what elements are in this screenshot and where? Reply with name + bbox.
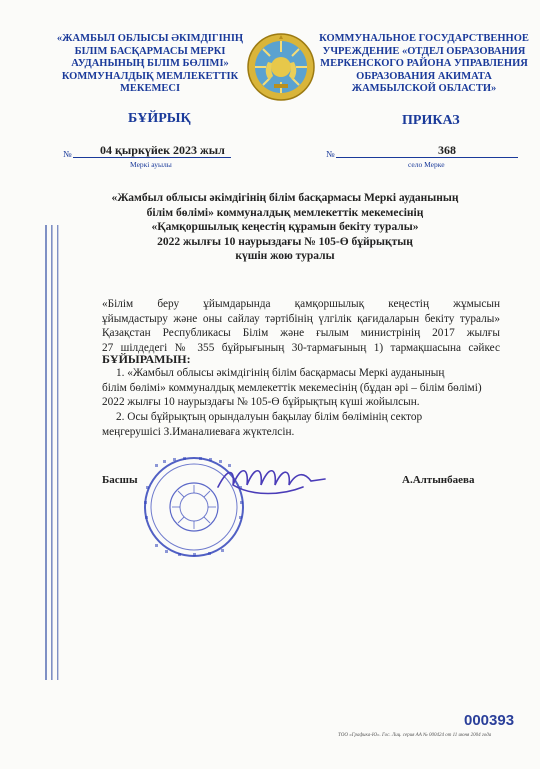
- preamble-paragraph: [102, 297, 500, 355]
- doc-title-line: «Қамқоршылық кеңестің құрамын бекіту туралы»: [151, 221, 419, 234]
- order-item-1: [102, 366, 500, 410]
- doc-title-line: білім бөлімі» коммуналдық мемлекеттік мекемесінің: [146, 206, 424, 219]
- item-line: 2. Осы бұйрықтың орындалуын бақылау білім бөлімінің сектор: [116, 411, 423, 423]
- number-underline: [336, 157, 518, 158]
- state-emblem-icon: [246, 32, 316, 102]
- doc-title-line: 2022 жылғы 10 наурыздағы № 105-Ө бұйрықтың: [157, 235, 413, 248]
- number-sign-right: №: [326, 149, 335, 159]
- side-vertical-print-icon: [41, 225, 63, 680]
- preamble-line: Қазақстан Республикасы Білім және ғылым министрінің 2017 жылғы: [102, 327, 500, 340]
- signatory-name: А.Алтынбаева: [402, 474, 475, 486]
- handwritten-signature-icon: [213, 457, 333, 503]
- order-number: 368: [438, 143, 456, 157]
- doc-title-line: «Жамбыл облысы әкімдігінің білім басқармасы Меркі ауданының: [111, 192, 459, 204]
- preamble-line: «Білім беру ұйымдарында қамқоршылық кеңестің жұмысын: [102, 298, 500, 310]
- place-kz: Меркі ауылы: [130, 160, 172, 169]
- number-sign-left: №: [63, 149, 72, 159]
- item-line: 2022 жылғы 10 наурыздағы № 105-Ө бұйрықтың күші жойылсын.: [102, 396, 420, 409]
- decree-word: БҰЙЫРАМЫН:: [102, 352, 191, 366]
- order-date: 04 қыркүйек 2023 жыл: [100, 143, 225, 157]
- signatory-title: Басшы: [102, 474, 138, 486]
- header-left-kz: «ЖАМБЫЛ ОБЛЫСЫ ӘКІМДІГІНІҢ БІЛІМ БАСҚАРМАСЫ МЕРКІ АУДАНЫНЫҢ БІЛІМ БӨЛІМІ» КОММУНАЛДЫҚ МЕМЛЕКЕТТІК МЕКЕМЕСІ: [56, 33, 244, 95]
- item-line: білім бөлімі» коммуналдық мемлекеттік мекемесінің (бұдан әрі – білім бөлімі): [102, 381, 482, 394]
- document-title: [90, 191, 480, 264]
- serial-number: 000393: [464, 712, 515, 729]
- doc-title-line: күшін жою туралы: [235, 250, 335, 263]
- item-line: меңгерушісі З.Иманалиеваға жүктелсін.: [102, 425, 295, 438]
- title-prikaz: ПРИКАЗ: [402, 113, 460, 128]
- title-buiryk: БҰЙРЫҚ: [128, 111, 191, 126]
- order-item-2: [102, 410, 500, 439]
- printer-footer: ТОО «Графика-Ю». Гос. Лиц. серия АА № 000424 от 11 июня 2004 года: [338, 733, 492, 738]
- place-ru: село Мерке: [408, 160, 445, 169]
- preamble-line: ұйымдастыру және оны сайлау тәртібінің үлгілік қағидаларын бекіту туралы»: [102, 312, 500, 325]
- header-right-ru: КОММУНАЛЬНОЕ ГОСУДАРСТВЕННОЕ УЧРЕЖДЕНИЕ «ОТДЕЛ ОБРАЗОВАНИЯ МЕРКЕНСКОГО РАЙОНА УПРАВЛЕНИЯ ОБРАЗОВАНИЯ АКИМАТА ЖАМБЫЛСКОЙ ОБЛАСТИ»: [319, 33, 529, 95]
- item-line: 1. «Жамбыл облысы әкімдігінің білім басқармасы Меркі ауданының: [116, 367, 445, 379]
- preamble-line: 27 шілдедегі № 355 бұйрығының 30-тармағының 1) тармақшасына сәйкес: [102, 341, 500, 354]
